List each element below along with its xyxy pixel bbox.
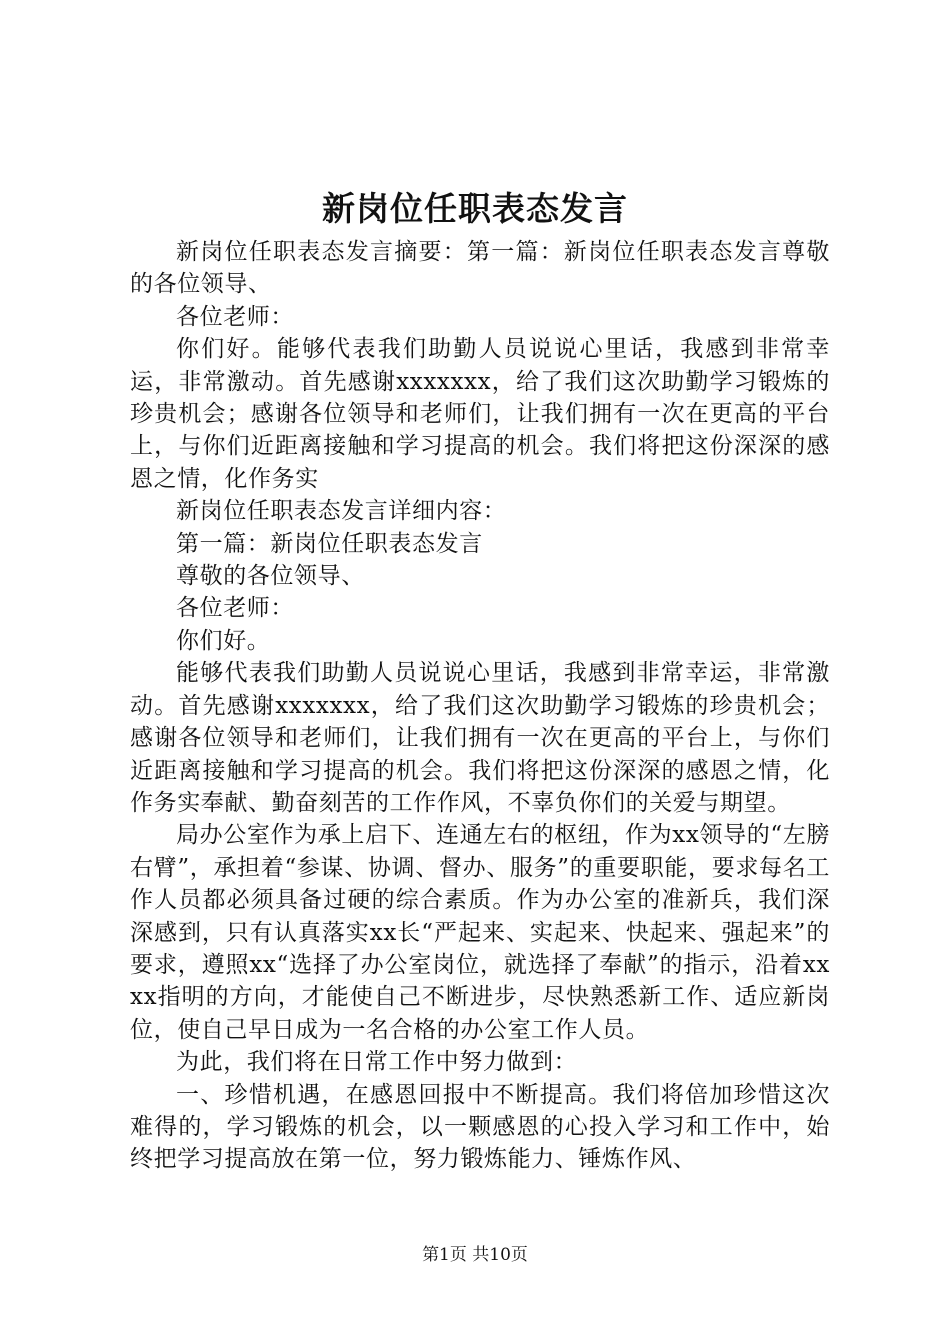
document-title: 新岗位任职表态发言 (322, 189, 628, 228)
paragraph: 各位老师： (176, 595, 294, 622)
paragraph: 新岗位任职表态发言详细内容： (176, 498, 507, 525)
paragraph: 能够代表我们助勤人员说说心里话，我感到非常幸运，非常激动。首先感谢xxxxxxx，给了我们这次助勤学习锻炼的珍贵机会；感谢各位领导和老师们，让我们拥有一次在更高的平台上，与你们近距离接触和学习提高的机会。我们将把这份深深的感恩之情，化作务实奉献、勤奋刻苦的工作作风，不辜负你们的关爱与期望。 (130, 660, 830, 816)
paragraph: 你们好。能够代表我们助勤人员说说心里话，我感到非常幸运，非常激动。首先感谢xxxxxxx，给了我们这次助勤学习锻炼的珍贵机会；感谢各位领导和老师们，让我们拥有一次在更高的平台上，与你们近距离接触和学习提高的机会。我们将把这份深深的感恩之情，化作务实 (130, 336, 830, 492)
paragraph: 一、珍惜机遇，在感恩回报中不断提高。我们将倍加珍惜这次难得的，学习锻炼的机会，以一颗感恩的心投入学习和工作中，始终把学习提高放在第一位，努力锻炼能力、锤炼作风、 (130, 1081, 830, 1173)
document-body (130, 236, 830, 1176)
paragraph: 新岗位任职表态发言摘要：第一篇：新岗位任职表态发言尊敬的各位领导、 (130, 239, 830, 298)
paragraph: 各位老师： (176, 303, 294, 330)
paragraph: 局办公室作为承上启下、连通左右的枢纽，作为xx领导的“左膀右臂”，承担着“参谋、协调、督办、服务”的重要职能，要求每名工作人员都必须具备过硬的综合素质。作为办公室的准新兵，我们深深感到，只有认真落实xx长“严起来、实起来、快起来、强起来”的要求，遵照xx“选择了办公室岗位，就选择了奉献”的指示，沿着xxxx指明的方向，才能使自己不断进步，尽快熟悉新工作、适应新岗位，使自己早日成为一名合格的办公室工作人员。 (130, 822, 830, 1043)
paragraph: 第一篇：新岗位任职表态发言 (176, 530, 483, 557)
paragraph: 为此，我们将在日常工作中努力做到： (176, 1049, 578, 1076)
paragraph: 你们好。 (176, 627, 271, 654)
page-footer: 第1页 共10页 (422, 1245, 528, 1265)
paragraph: 尊敬的各位领导、 (176, 563, 365, 590)
